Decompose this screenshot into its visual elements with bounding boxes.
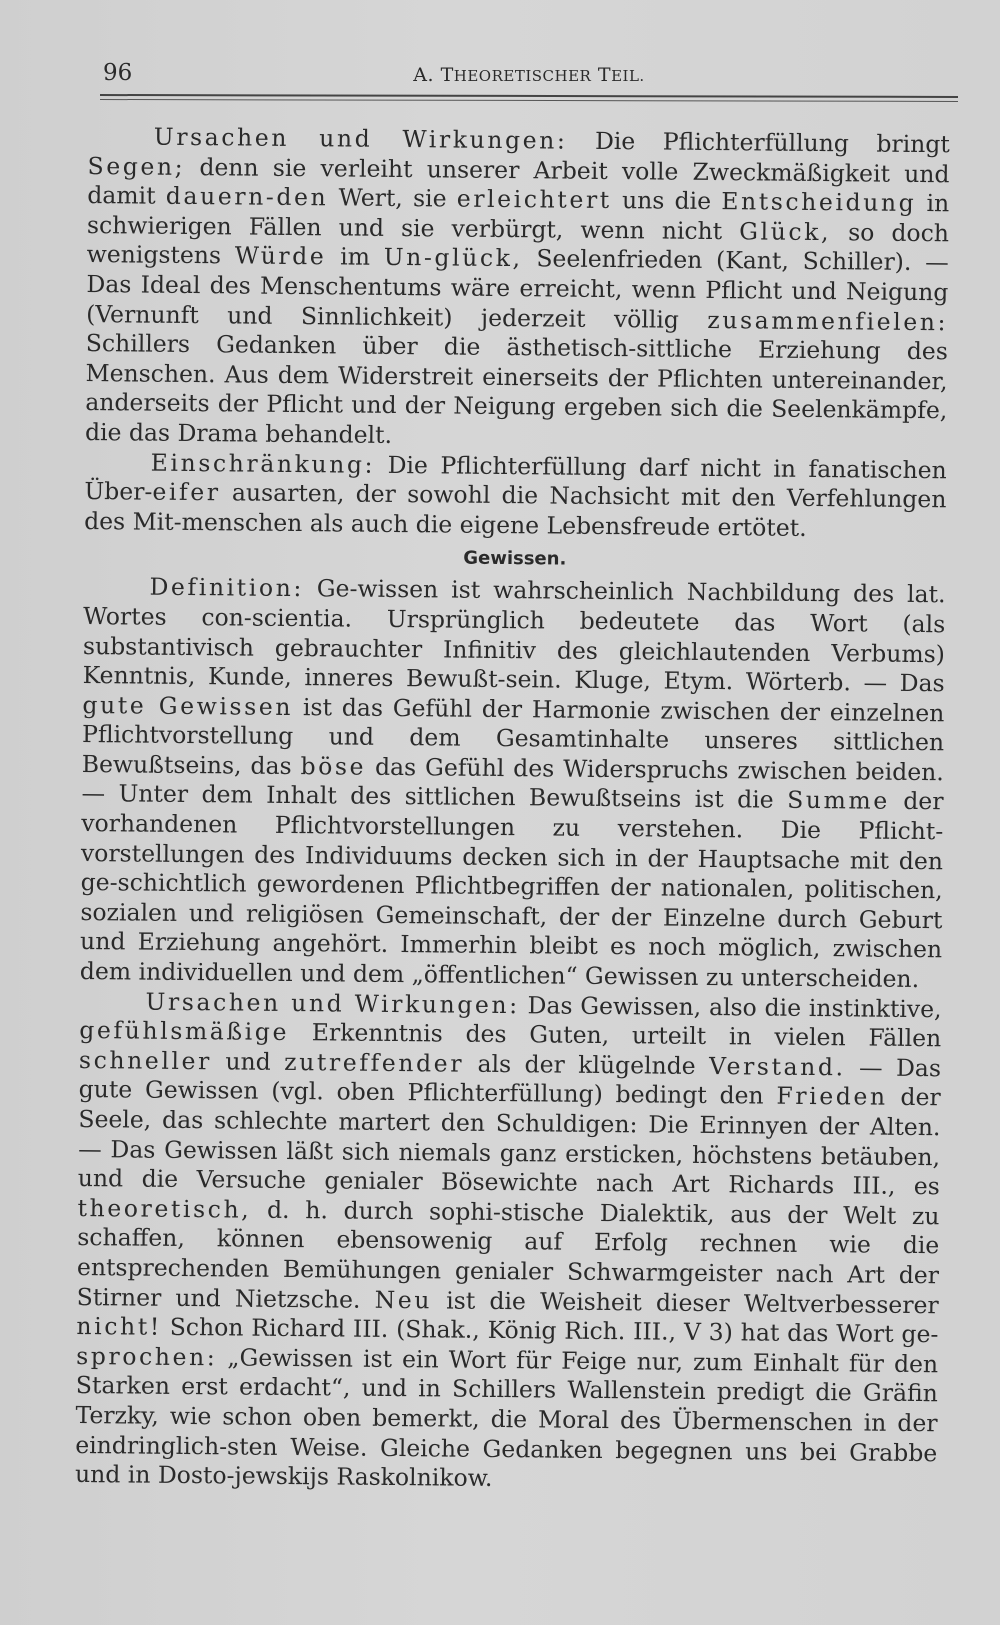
spaced-text: schneller: [78, 1045, 213, 1076]
paragraph-einschraenkung: [84, 448, 947, 545]
spaced-text: Segen;: [87, 151, 186, 181]
text-run: das Gefühl des Widerspruchs zwischen beiden. — Unter dem Inhalt des sittlichen Bewußtseins ist die: [81, 752, 944, 815]
spaced-text: erleichtert: [456, 184, 612, 215]
text-run: Die Pflichterfüllung darf nicht in fanatischen Über-: [84, 450, 947, 506]
spaced-text: eifer: [152, 477, 221, 507]
text-run: ist das Gefühl der Harmonie zwischen der einzelnen Pflichtvorstellung und dem Gesamtinhalte unseres sittlichen Bewußtseins, das: [81, 692, 945, 780]
page-number: 96: [103, 60, 133, 86]
text-run: denn sie verleiht unserer Arbeit volle Zweckmäßigkeit und damit: [87, 152, 950, 210]
spaced-text: dauern-den: [165, 181, 329, 212]
text-run: Erkenntnis des Guten, urteilt in vielen Fällen: [288, 1018, 942, 1053]
paragraph-ursachen-pflicht: [85, 122, 950, 456]
text-run: — Das gute Gewissen (vgl. oben Pflichterfüllung) bedingt den: [78, 1053, 942, 1111]
text-run: „Gewissen ist ein Wort für Feige nur, zum Einhalt für den Starken erst erdacht“, und in Schillers Wallenstein predigt die Gräfin Terzky, wie schon oben bemerkt, die Moral des Übermenschen in der eindringlich-sten Weise. Gleiche Gedanken begegnen uns bei Grabbe und in Dosto-jewskijs Raskolnikow.: [74, 1343, 939, 1493]
spaced-text: Glück,: [739, 217, 832, 246]
text-run: ist die Weisheit dieser Weltverbesserer: [431, 1285, 939, 1319]
text-run: Die Pflichterfüllung bringt: [567, 126, 950, 159]
text-run: und: [211, 1047, 285, 1076]
spaced-text: Definition:: [149, 572, 305, 603]
text-run: in schwierigen Fällen und sie verbürgt, wenn nicht: [86, 189, 950, 246]
spaced-text: sprochen:: [76, 1341, 218, 1372]
spaced-text: Würde: [234, 241, 327, 271]
header-rule-thin: [100, 99, 958, 102]
text-run: uns die: [611, 186, 722, 216]
spaced-text: Frieden: [776, 1082, 888, 1112]
text-run: Schon Richard III. (Shak., König Rich. III., V 3) hat das Wort ge-: [161, 1312, 939, 1349]
text-run: Schillers Gedanken über die ästhetisch-sittliche Erziehung des Menschen. Aus dem Widerstreit einerseits der Pflichten untereinander, anderseits der Pflicht und der Neigung ergeben sich die Seelenkämpfe, die das Drama behandelt.: [84, 329, 948, 449]
text-run: im: [326, 242, 384, 272]
spaced-text: zutreffender: [284, 1047, 465, 1078]
spaced-text: Entscheidung: [721, 187, 917, 218]
header-rule: [100, 94, 958, 98]
text-run: Wert, sie: [328, 183, 457, 213]
spaced-text: Neu: [374, 1285, 433, 1314]
paragraph-ursachen-gewissen: [75, 987, 942, 1498]
spaced-text: gute Gewissen: [82, 690, 294, 721]
running-title-smallcaps: HEORETISCHER: [453, 67, 592, 85]
text-run: d. h. durch sophi-stische Dialektik, aus der Welt zu schaffen, können ebensowenig auf Erfolg rechnen wie die entsprechenden Bemühungen genialer Schwarmgeister nach Art der Stirner und Nietzsche.: [76, 1195, 940, 1314]
spaced-text: Einschränkung:: [150, 448, 376, 479]
text-run: der vorhandenen Pflichtvorstellungen zu verstehen. Die Pflicht-vorstellungen des Individuums decken sich in der Hauptsache mit den ge-schichtlich gewordenen Pflichtbegriffen der nationalen, politischen, sozialen und religiösen Gemeinschaft, der der Einzelne durch Geburt und Erziehung angehört. Immerhin bleibt es noch möglich, zwischen dem individuellen und dem „öffentlichen“ Gewissen zu unterscheiden.: [79, 787, 944, 994]
spaced-text: Verstand.: [708, 1051, 846, 1082]
spaced-text: Ursachen und Wirkungen:: [153, 122, 568, 155]
spaced-text: Ursachen und Wirkungen:: [145, 987, 520, 1019]
section-heading: Gewissen.: [463, 547, 567, 570]
running-title-initial-2: T: [597, 64, 612, 86]
text-run: so doch wenigstens: [86, 217, 950, 270]
spaced-text: zusammenfielen:: [707, 305, 949, 336]
spaced-text: gefühlsmäßige: [79, 1016, 290, 1047]
text-run: der Seele, das schlechte martert den Schuldigen: Die Erinnyen der Alten. — Das Gewissen läßt sich niemals ganz ersticken, höchstens betäuben, und die Versuche genialer Bösewichte nach Art Richards III., es: [77, 1083, 941, 1201]
page-header: [103, 60, 955, 90]
running-title: [103, 64, 955, 86]
spaced-text: theoretisch,: [77, 1193, 252, 1224]
spaced-text: böse: [300, 751, 367, 781]
text-run: Das Gewissen, also die instinktive,: [519, 990, 942, 1023]
text-run: als der klügelnde: [463, 1049, 710, 1080]
paragraph-definition: [80, 572, 946, 995]
text-run: Seelenfrieden (Kant, Schiller). — Das Ideal des Menschentums wäre erreicht, wenn Pflicht und Neigung (Vernunft und Sinnlichkeit) jederzeit völlig: [86, 244, 949, 334]
running-title-smallcaps-2: EIL.: [611, 67, 645, 85]
spaced-text: Un-glück,: [383, 243, 523, 273]
text-run: ausarten, der sowohl die Nachsicht mit den Verfehlungen des Mit-menschen als auch die eigene Lebensfreude ertötet.: [84, 478, 947, 542]
spaced-text: Summe: [787, 786, 890, 816]
spaced-text: nicht!: [76, 1312, 163, 1341]
running-title-initial: A. T: [413, 64, 454, 86]
text-run: Ge-wissen ist wahrscheinlich Nachbildung des lat. Wortes con-scientia. Ursprünglich bedeutete das Wort (als substantivisch gebrauchter Infinitiv des gleichlautenden Verbums) Kenntnis, Kunde, inneres Bewußt-sein. Kluge, Etym. Wörterb. — Das: [82, 574, 946, 698]
text-body: [75, 122, 950, 1498]
